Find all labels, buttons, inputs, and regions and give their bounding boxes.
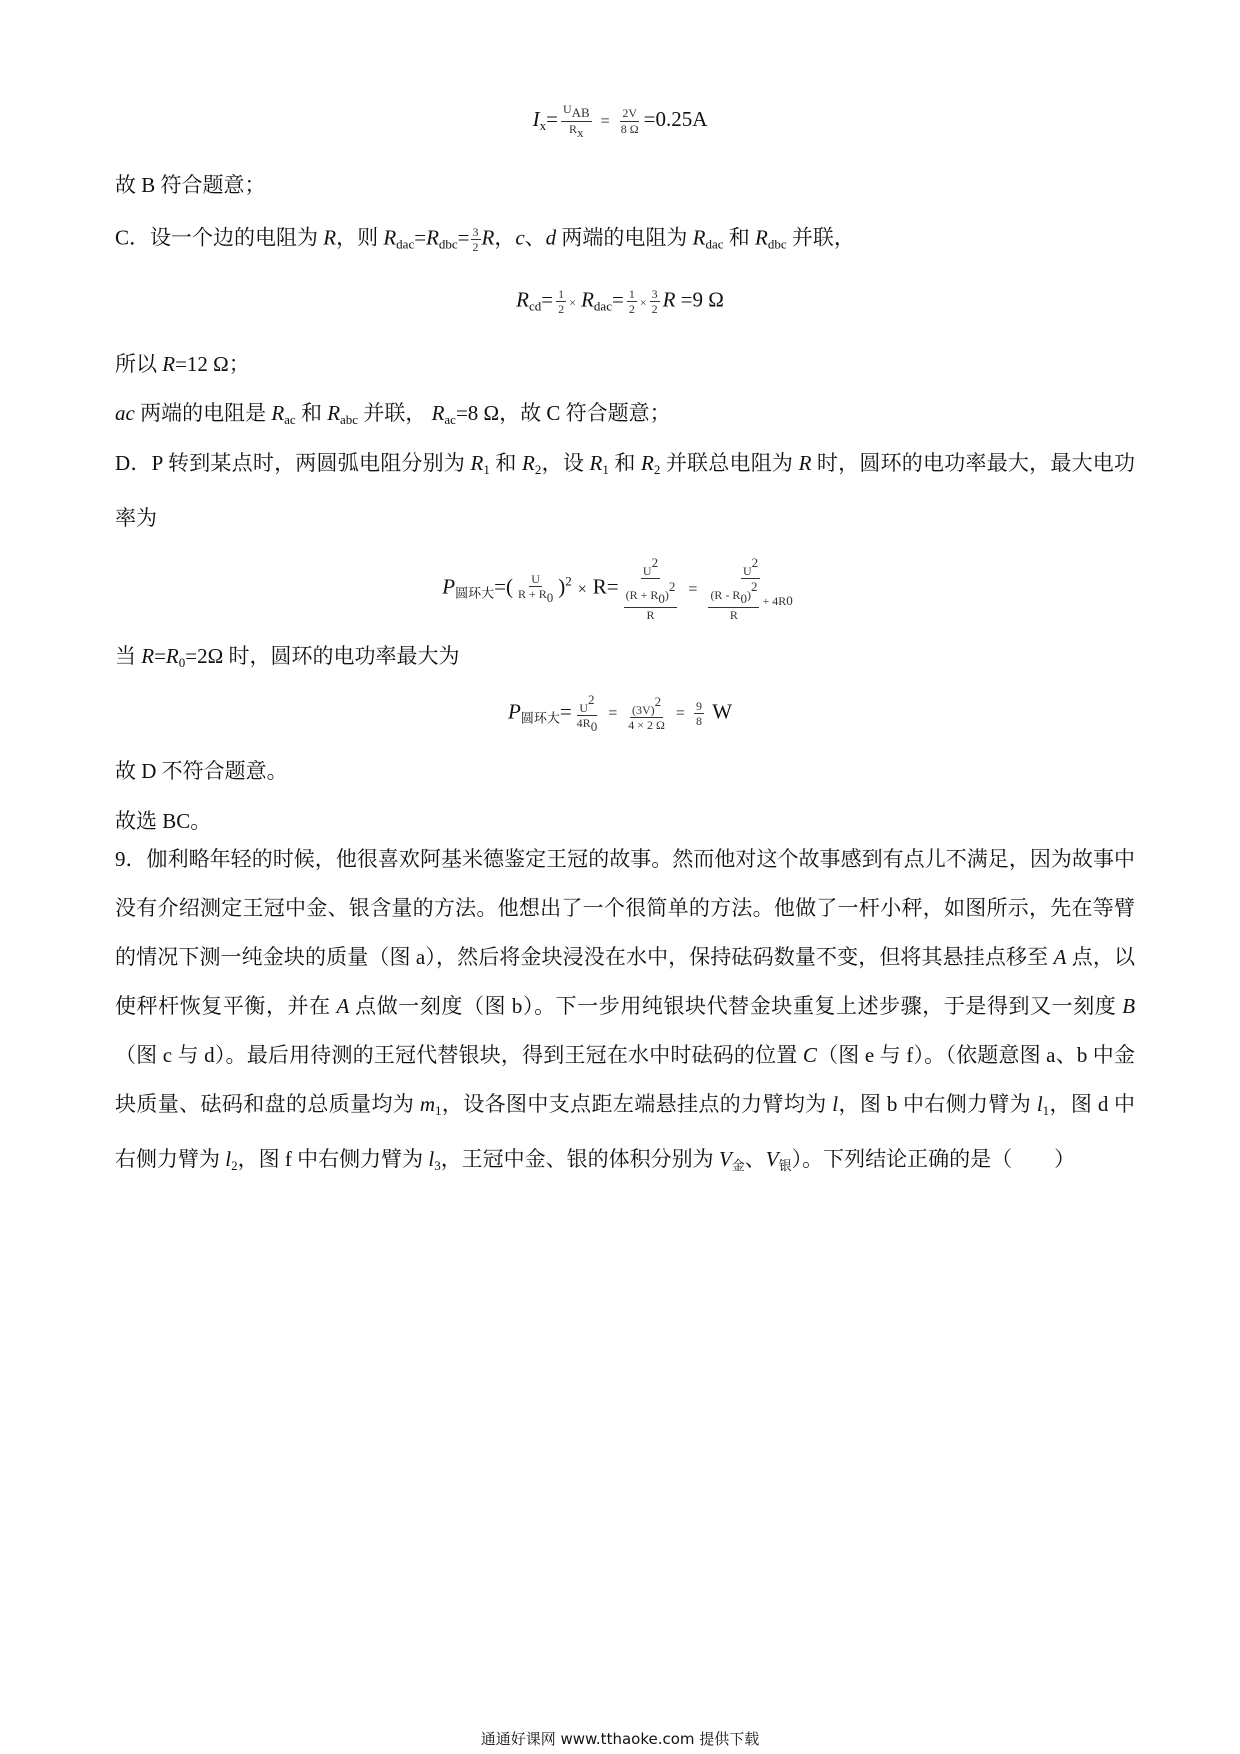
- line-c-dot: 、: [524, 225, 546, 250]
- q9-t11: 、: [744, 1147, 766, 1171]
- line-ac-r3-sub: ac: [444, 412, 456, 427]
- line-c-d: d: [545, 225, 557, 250]
- q9-l1: l: [1036, 1092, 1043, 1116]
- line-ac-r2: R: [327, 401, 341, 425]
- eq-pmax1-f2-den-top-close: ): [664, 588, 669, 603]
- equation-pmax1: [0, 555, 1240, 622]
- line-c-c: c: [515, 225, 525, 250]
- line-ac-t1: 两端的电阻是: [134, 401, 272, 425]
- q9-m: m: [419, 1092, 436, 1116]
- para-d-r2: R: [522, 451, 535, 475]
- q9-t6: ，设各图中支点距左端悬挂点的力臂均为: [441, 1092, 833, 1116]
- line-ac-t3: 并联，: [358, 401, 432, 425]
- line-b: 故 B 符合题意；: [115, 173, 266, 197]
- para-d-t6: 时，圆环的电功率最大，最大电功率为: [115, 451, 1136, 530]
- q9-l1-sub: 1: [1042, 1103, 1050, 1118]
- eq-pmax2-f3-num: 9: [695, 698, 702, 713]
- paragraph-d: [115, 439, 1135, 543]
- q9-t3: 点做一刻度（图 b）。下一步用纯银块代替金块重复上述步骤，于是得到又一刻度: [349, 994, 1123, 1018]
- eq-ix-frac2-num: 2V: [622, 106, 637, 121]
- line-c-r2: R: [481, 225, 495, 250]
- eq-pmax1-f2-num: U: [642, 564, 652, 578]
- eq-pmax1-f2-den-top-sub: 0: [658, 591, 665, 607]
- eq-rcd-f2-num: 1: [628, 287, 635, 301]
- line-c-prefix: C．设一个边的电阻为: [115, 225, 324, 250]
- eq-ix-frac1-num-sub: AB: [571, 105, 590, 120]
- line-c-mid3: 两端的电阻为: [556, 225, 693, 250]
- line-when-r0: R: [165, 644, 179, 668]
- eq-pmax1-f2-den-top: (R + R: [625, 588, 659, 603]
- line-r12-suffix: =12 Ω；: [175, 352, 250, 376]
- eq-pmax1-times: ×: [577, 580, 587, 598]
- q9-m-sub: 1: [435, 1103, 442, 1118]
- line-c-r: R: [323, 225, 337, 250]
- eq-pmax1-f1-num: U: [531, 571, 540, 586]
- line-c-rdac-sub: dac: [396, 236, 415, 252]
- eq-rcd-f1: [556, 287, 566, 317]
- line-when-r: R: [141, 644, 155, 668]
- eq-pmax1-r: R=: [592, 574, 619, 599]
- eq-pmax2-eq3: =: [675, 705, 685, 723]
- eq-rcd-f3: [650, 287, 660, 317]
- eq-pmax2-eq: =: [559, 699, 572, 724]
- line-c-eq1: =: [414, 225, 427, 250]
- eq-pmax1-f1-den: R + R: [517, 587, 547, 602]
- eq-rcd-f3-num: 3: [651, 287, 658, 301]
- eq-pmax1-f1: [516, 572, 555, 606]
- line-ac-t4: =8 Ω，故 C 符合题意；: [455, 401, 671, 425]
- line-c-suffix: 并联，: [786, 225, 855, 250]
- eq-pmax1-sq: 2: [565, 573, 572, 589]
- line-c-frac-den: 2: [472, 240, 479, 255]
- q9-c: C: [802, 1043, 817, 1067]
- q9-vg-sub: 金: [731, 1158, 745, 1173]
- eq-pmax1-f3: [706, 555, 794, 622]
- eq-pmax1-f3-den-top: (R - R: [710, 588, 741, 603]
- eq-pmax2-f2-num: (3V): [631, 703, 655, 718]
- line-ac-ac: ac: [115, 401, 135, 425]
- eq-pmax2-f2: [626, 694, 667, 733]
- q9-l2-sub: 2: [231, 1158, 238, 1173]
- line-when-eq: =: [154, 644, 166, 668]
- eq-ix-eq: =: [546, 106, 558, 131]
- eq-pmax1-f3-den-bot: R: [729, 607, 738, 622]
- eq-ix-lhs: I: [532, 106, 540, 131]
- eq-ix-frac1-den-sub: x: [577, 124, 584, 140]
- eq-pmax2-f1-num: U: [579, 701, 589, 715]
- line-when-t1: 当: [115, 644, 142, 668]
- eq-pmax1-f3-den-top-close: ): [746, 588, 751, 603]
- eq-pmax2-f1-den-sub: 0: [590, 719, 598, 735]
- line-c-frac: [471, 225, 481, 255]
- line-ac-t2: 和: [295, 401, 328, 425]
- q9-l3-sub: 3: [434, 1158, 441, 1173]
- eq-ix-result: =0.25A: [643, 106, 708, 131]
- line-c-rdbc-sub: dbc: [438, 236, 458, 252]
- para-d-t3: ，设: [541, 451, 590, 475]
- eq-pmax2-unit: W: [706, 699, 733, 724]
- line-c-rdbc2: R: [755, 225, 768, 250]
- para-d-r3: R: [589, 451, 603, 475]
- line-when-t2: =2Ω 时，圆环的电功率最大为: [185, 644, 460, 668]
- eq-pmax2-f2-den: 4 × 2 Ω: [628, 718, 665, 733]
- eq-rcd-eq: =: [541, 287, 554, 312]
- eq-pmax1-f2-den-bot: R: [646, 607, 655, 622]
- eq-rcd-eq2: =: [611, 287, 624, 312]
- q9-vs-sub: 银: [778, 1158, 792, 1173]
- eq-pmax2-f2-num-sup: 2: [654, 694, 662, 710]
- equation-rcd: [0, 287, 1240, 317]
- equation-ix: $I_x=$ $\frac{U_{AB}}{R_x}$ = $\frac{2V}{8 \Omega}$ =0.25A: [532, 102, 708, 140]
- para-d-t5: 并联总电阻为: [660, 451, 799, 475]
- line-c-rdbc2-sub: dbc: [767, 236, 787, 252]
- eq-pmax2-f1-den: 4R: [576, 716, 591, 731]
- line-ac-r1-sub: ac: [284, 412, 296, 427]
- eq-rcd-f2: [627, 287, 637, 317]
- line-when-r0-sub: 0: [178, 655, 186, 670]
- eq-pmax2-f3: [694, 699, 704, 729]
- equation-pmax2: [0, 692, 1240, 735]
- eq-pmax2-f3-den: 8: [695, 713, 702, 728]
- q9-t1: 9．伽利略年轻的时候，他很喜欢阿基米德鉴定王冠的故事。然而他对这个故事感到有点儿不满足，因为故事中没有介绍测定王冠中金、银含量的方法。他想出了一个很简单的方法。他做了一杆小秤，如图所示，先在等臂的情况下测一纯金块的质量（图 a），然后将金块浸没在水中，保持砝码数量不变，但将其悬挂点移至: [115, 847, 1135, 969]
- q9-t5: （图 e 与 f）。（依题意图 a、b 中金块质量、砝码和盘的总质量均为: [115, 1043, 1135, 1116]
- para-d-r3-sub: 1: [602, 462, 609, 477]
- eq-rcd-f2-den: 2: [628, 302, 635, 317]
- eq-rcd-r2: R: [581, 287, 594, 312]
- para-d-r1: R: [470, 451, 484, 475]
- eq-ix-lhs-sub: x: [539, 117, 547, 133]
- q9-vs: V: [765, 1147, 779, 1171]
- line-r12-r: R: [162, 352, 176, 376]
- eq-pmax1-p-sub: 圆环大: [455, 585, 495, 601]
- eq-pmax1-f3-tail: + 4R: [762, 593, 787, 608]
- eq-pmax2-f1: [575, 692, 600, 735]
- eq-pmax2-f1-num-sup: 2: [588, 692, 595, 707]
- eq-pmax1-f2-num-sup: 2: [651, 555, 659, 570]
- eq-pmax1-eq2: =: [688, 580, 698, 598]
- eq-pmax1-eq: =(: [494, 574, 513, 599]
- q9-b: B: [1122, 994, 1136, 1018]
- eq-ix-frac1: [561, 102, 592, 140]
- eq-ix-frac1-den: R: [569, 121, 578, 136]
- eq-pmax1-f2: [622, 555, 680, 622]
- line-c-eq2: =: [457, 225, 470, 250]
- para-d-t4: 和: [608, 451, 642, 475]
- para-d-r4: R: [641, 451, 654, 475]
- para-d-r4-sub: 2: [653, 462, 661, 477]
- q9-t8: ，图 d 中右侧力臂为: [115, 1092, 1136, 1171]
- eq-rcd-times2: ×: [639, 295, 647, 310]
- line-c-frac-num: 3: [472, 225, 479, 239]
- para-d-r2-sub: 2: [534, 462, 542, 477]
- question-9: [115, 835, 1135, 1190]
- q9-t10: ，王冠中金、银的体积分别为: [440, 1147, 719, 1171]
- eq-pmax2-p: P: [507, 699, 521, 724]
- line-when: [115, 646, 459, 669]
- q9-t12: ）。下列结论正确的是（ ）: [791, 1147, 1076, 1171]
- line-r12: [115, 354, 250, 375]
- eq-pmax2-eq2: =: [608, 705, 618, 723]
- eq-rcd-r3: R: [662, 287, 676, 312]
- line-ac: [115, 403, 671, 426]
- eq-ix-frac2: [619, 106, 641, 136]
- eq-pmax1-f3-num: U: [742, 564, 752, 578]
- eq-pmax1-f3-den-top-sub: 0: [740, 591, 747, 607]
- eq-pmax1-f1-den-sub: 0: [546, 590, 554, 606]
- q9-t2: 点，以使秤杆恢复平衡，并在: [115, 945, 1135, 1018]
- para-d-r1-sub: 1: [483, 462, 490, 477]
- eq-rcd-r: R: [516, 287, 529, 312]
- para-d-t1: D．P 转到某点时，两圆弧电阻分别为: [115, 451, 471, 475]
- line-c-and: 和: [723, 225, 756, 250]
- q9-a2: A: [336, 994, 350, 1018]
- eq-rcd-result: =9 Ω: [675, 287, 724, 312]
- para-d-t2: 和: [489, 451, 523, 475]
- eq-pmax2-p-sub: 圆环大: [520, 710, 560, 726]
- line-select: 故选 BC。: [115, 809, 212, 833]
- q9-t9: ，图 f 中右侧力臂为: [237, 1147, 429, 1171]
- line-c-mid1: ，则: [336, 225, 384, 250]
- q9-a: A: [1053, 945, 1067, 969]
- q9-t4: （图 c 与 d）。最后用待测的王冠代替银块，得到王冠在水中时砝码的位置: [115, 1043, 803, 1067]
- eq-rcd-f1-num: 1: [558, 287, 565, 301]
- eq-pmax1-p: P: [442, 574, 456, 599]
- q9-l: l: [832, 1092, 839, 1116]
- line-d-not: 故 D 不符合题意。: [115, 759, 288, 783]
- para-d-r5: R: [798, 451, 812, 475]
- q9-vg: V: [718, 1147, 732, 1171]
- eq-ix-frac1-num: U: [562, 102, 572, 116]
- eq-pmax1-f3-tail-sub: 0: [786, 593, 793, 609]
- eq-rcd-r-sub: cd: [528, 298, 542, 314]
- line-c-rdac2-sub: dac: [705, 236, 724, 252]
- q9-t7: ，图 b 中右侧力臂为: [838, 1092, 1037, 1116]
- line-ac-r2-sub: abc: [340, 412, 359, 427]
- line-c: [115, 225, 855, 255]
- eq-rcd-f1-den: 2: [558, 302, 565, 317]
- line-c-rdbc: R: [426, 225, 439, 250]
- q9-l2: l: [225, 1147, 232, 1171]
- eq-pmax1-f3-den-top-sup: 2: [750, 579, 758, 595]
- eq-rcd-f3-den: 2: [651, 302, 658, 317]
- line-c-rdac: R: [383, 225, 397, 250]
- eq-ix-frac2-den: 8 Ω: [620, 121, 639, 136]
- line-ac-r1: R: [271, 401, 285, 425]
- eq-pmax1-f3-num-sup: 2: [751, 555, 759, 570]
- eq-pmax1-f2-den-top-sup: 2: [668, 579, 676, 595]
- eq-rcd-r2-sub: dac: [593, 298, 612, 314]
- eq-pmax1-close: ): [558, 574, 566, 599]
- line-r12-prefix: 所以: [115, 352, 163, 376]
- line-c-mid2: ，: [494, 225, 516, 250]
- line-c-rdac2: R: [692, 225, 706, 250]
- q9-l3: l: [428, 1147, 435, 1171]
- line-ac-r3: R: [431, 401, 445, 425]
- eq-rcd-times1: ×: [569, 295, 576, 310]
- footer-watermark: 通通好课网 www.tthaoke.com 提供下载: [480, 1730, 760, 1748]
